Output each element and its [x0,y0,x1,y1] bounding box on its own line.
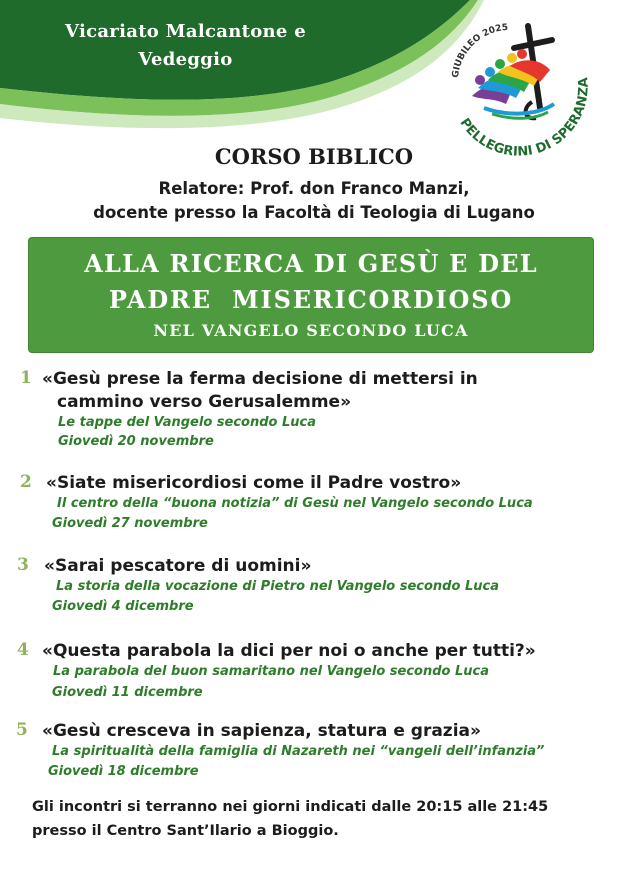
vicariato-line-1: Vicariato Malcantone e [65,21,306,42]
session-title-line-1: «Siate misericordiosi come il Padre vostro» [46,473,462,493]
banner-line-3: NEL VANGELO SECONDO LUCA [153,321,469,340]
course-title: CORSO BIBLICO [214,144,414,169]
title-banner [29,238,593,352]
session-date: Giovedì 27 novembre [52,516,208,531]
banner-line-2: PADRE MISERICORDIOSO [108,285,514,314]
session-number: 5 [16,720,28,740]
session-number: 3 [17,555,29,575]
session-date: Giovedì 18 dicembre [48,764,199,779]
session-title-line-1: «Questa parabola la dici per noi o anche per tutti?» [42,641,536,661]
session-title-line-1: «Gesù prese la ferma decisione di mettersi in [42,369,478,389]
session-date: Giovedì 20 novembre [58,434,214,449]
session-subtitle: La parabola del buon samaritano nel Vangelo secondo Luca [53,664,490,679]
schedule-note-line-1: Gli incontri si terranno nei giorni indicati dalle 20:15 alle 21:45 [32,799,549,815]
session-number: 1 [20,368,32,388]
speaker-info [0,177,628,225]
vicariato-title [18,18,353,74]
pilgrims-icon [472,49,554,118]
banner-line-1: ALLA RICERCA DI GESÙ E DEL [84,249,538,278]
logo-top-text: GIUBILEO 2025 [450,22,509,79]
session-subtitle: La storia della vocazione di Pietro nel Vangelo secondo Luca [56,579,499,594]
session-title-line-2: cammino verso Gerusalemme» [57,392,352,412]
session-number: 2 [20,472,32,492]
session-title-line-1: «Sarai pescatore di uomini» [44,556,312,576]
schedule-note-line-2: presso il Centro Sant’Ilario a Bioggio. [32,823,339,839]
session-number: 4 [17,640,29,660]
schedule-note [32,795,612,843]
session-title-line-1: «Gesù cresceva in sapienza, statura e grazia» [42,721,481,741]
session-date: Giovedì 11 dicembre [52,685,203,700]
speaker-name: Relatore: Prof. don Franco Manzi, [158,179,470,198]
session-date: Giovedì 4 dicembre [52,599,194,614]
session-subtitle: La spiritualità della famiglia di Nazareth nei “vangeli dell’infanzia” [52,744,545,759]
session-subtitle: Il centro della “buona notizia” di Gesù nel Vangelo secondo Luca [57,496,533,511]
speaker-role: docente presso la Facoltà di Teologia di Lugano [93,203,535,222]
vicariato-line-2: Vedeggio [138,49,233,70]
logo-bottom-text: PELLEGRINI DI SPERANZA [456,76,592,160]
svg-text:GIUBILEO 2025 [451,23,509,79]
jubilee-2025-logo [436,12,596,162]
session-subtitle: Le tappe del Vangelo secondo Luca [58,415,317,430]
